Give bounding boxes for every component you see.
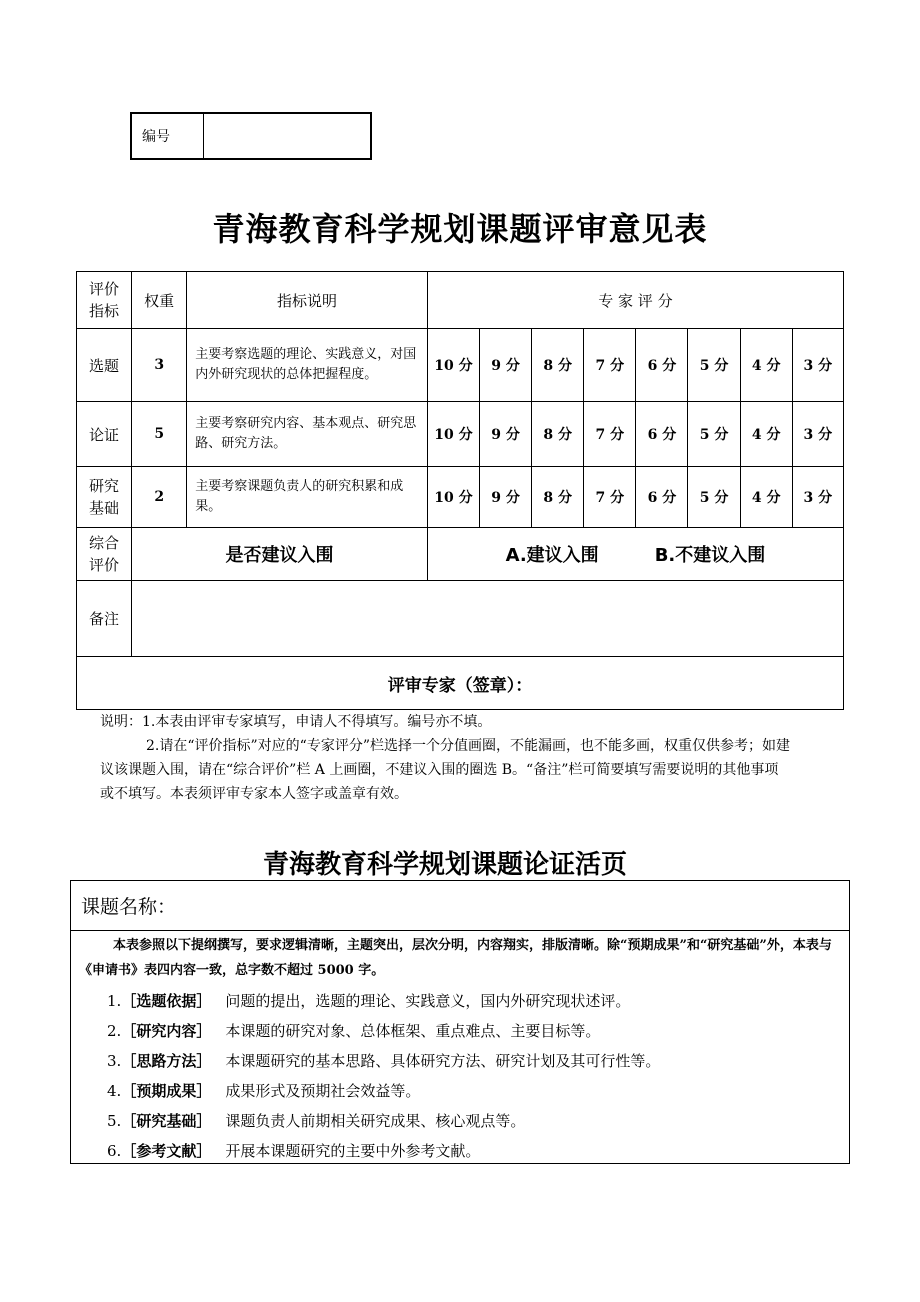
score-option[interactable]: 6 分 — [636, 467, 688, 528]
score-option[interactable]: 5 分 — [688, 467, 740, 528]
overall-options — [427, 528, 843, 581]
item-number: 2. — [107, 1022, 122, 1040]
score-option[interactable]: 4 分 — [740, 467, 792, 528]
item-heading: ［选题依据］ — [121, 992, 212, 1010]
list-item — [107, 986, 849, 1016]
item-text: 开展本课题研究的主要中外参考文献。 — [225, 1142, 481, 1160]
item-heading: ［预期成果］ — [121, 1082, 212, 1100]
argument-form-title: 青海教育科学规划课题论证活页 — [262, 850, 627, 880]
instructions — [100, 710, 790, 806]
item-number: 5. — [107, 1112, 122, 1130]
intro-text: 本表参照以下提纲撰写，要求逻辑清晰，主题突出，层次分明，内容翔实，排版清晰。除“预期成果”和“研究基础”外，本表与《申请书》表四内容一致，总字数不超过 5000 字。 — [79, 938, 832, 978]
item-heading: ［思路方法］ — [121, 1052, 212, 1070]
row-description: 主要考察研究内容、基本观点、研究思路、研究方法。 — [187, 402, 428, 467]
list-item — [107, 1076, 849, 1106]
header-weight: 权重 — [132, 272, 187, 329]
score-option[interactable]: 9 分 — [479, 329, 531, 402]
score-option[interactable]: 8 分 — [532, 402, 584, 467]
row-weight: 3 — [132, 329, 187, 402]
overall-question: 是否建议入围 — [132, 528, 428, 581]
remarks-field[interactable] — [132, 581, 844, 657]
row-description: 主要考察课题负责人的研究积累和成果。 — [187, 467, 428, 528]
score-option[interactable]: 7 分 — [584, 402, 636, 467]
score-option[interactable]: 7 分 — [584, 467, 636, 528]
topic-name-label: 课题名称： — [81, 896, 177, 918]
list-item — [107, 1016, 849, 1046]
item-text: 本课题研究的基本思路、具体研究方法、研究计划及其可行性等。 — [225, 1052, 661, 1070]
topic-name-field[interactable] — [71, 881, 849, 931]
instruction-line-2: 2.请在“评价指标”对应的“专家评分”栏选择一个分值画圈，不能漏画，也不能多画，权重仅供参考；如建议该课题入围，请在“综合评价”栏 A 上画圈，不建议入围的圈选 B。“备注”栏可简要填写需要说明的其他事项或不填写。本表须评审专家本人签字或盖章有效。 — [100, 738, 790, 802]
item-text: 问题的提出，选题的理论、实践意义，国内外研究现状述评。 — [225, 992, 631, 1010]
score-option[interactable]: 9 分 — [479, 402, 531, 467]
item-text: 课题负责人前期相关研究成果、核心观点等。 — [225, 1112, 526, 1130]
page-title: 青海教育科学规划课题评审意见表 — [212, 210, 708, 248]
overall-evaluation-row — [77, 528, 844, 581]
table-header-row — [77, 272, 844, 329]
table-row — [77, 467, 844, 528]
code-number-field[interactable] — [204, 114, 370, 158]
score-option[interactable]: 8 分 — [532, 467, 584, 528]
instruction-line-1: 说明：1.本表由评审专家填写，申请人不得填写。编号亦不填。 — [100, 714, 492, 730]
code-number-label: 编号 — [132, 114, 204, 158]
score-option[interactable]: 3 分 — [792, 329, 843, 402]
item-text: 成果形式及预期社会效益等。 — [225, 1082, 421, 1100]
score-option[interactable]: 3 分 — [792, 402, 843, 467]
score-option[interactable]: 5 分 — [688, 329, 740, 402]
item-number: 3. — [107, 1052, 122, 1070]
list-item — [107, 1046, 849, 1076]
row-indicator: 论证 — [77, 402, 132, 467]
option-a-recommend[interactable]: A.建议入围 — [505, 545, 599, 566]
list-item — [107, 1136, 849, 1166]
row-weight: 5 — [132, 402, 187, 467]
score-option[interactable]: 7 分 — [584, 329, 636, 402]
row-indicator: 选题 — [77, 329, 132, 402]
score-option[interactable]: 10 分 — [427, 329, 479, 402]
overall-label: 综合 评价 — [77, 528, 132, 581]
row-description: 主要考察选题的理论、实践意义，对国内外研究现状的总体把握程度。 — [187, 329, 428, 402]
row-indicator: 研究 基础 — [77, 467, 132, 528]
outline-list — [71, 986, 849, 1166]
option-b-not-recommend[interactable]: B.不建议入围 — [654, 545, 766, 566]
score-option[interactable]: 10 分 — [427, 402, 479, 467]
remarks-row — [77, 581, 844, 657]
header-description: 指标说明 — [187, 272, 428, 329]
score-option[interactable]: 8 分 — [532, 329, 584, 402]
score-option[interactable]: 3 分 — [792, 467, 843, 528]
item-number: 6. — [107, 1142, 122, 1160]
score-option[interactable]: 6 分 — [636, 329, 688, 402]
argument-form — [70, 880, 850, 1164]
item-text: 本课题的研究对象、总体框架、重点难点、主要目标等。 — [225, 1022, 601, 1040]
score-option[interactable]: 10 分 — [427, 467, 479, 528]
table-row — [77, 329, 844, 402]
score-option[interactable]: 4 分 — [740, 402, 792, 467]
score-option[interactable]: 4 分 — [740, 329, 792, 402]
remarks-label: 备注 — [77, 581, 132, 657]
header-expert-score: 专 家 评 分 — [427, 272, 843, 329]
review-table — [76, 271, 844, 710]
item-number: 4. — [107, 1082, 122, 1100]
item-heading: ［研究基础］ — [121, 1112, 212, 1130]
score-option[interactable]: 5 分 — [688, 402, 740, 467]
table-row — [77, 402, 844, 467]
signature-label[interactable]: 评审专家（签章）： — [77, 657, 844, 710]
argument-form-intro — [71, 931, 849, 983]
score-option[interactable]: 9 分 — [479, 467, 531, 528]
signature-row — [77, 657, 844, 710]
row-weight: 2 — [132, 467, 187, 528]
item-heading: ［研究内容］ — [121, 1022, 212, 1040]
item-number: 1. — [107, 992, 122, 1010]
header-indicator: 评价 指标 — [77, 272, 132, 329]
item-heading: ［参考文献］ — [121, 1142, 212, 1160]
code-number-box — [130, 112, 372, 160]
list-item — [107, 1106, 849, 1136]
score-option[interactable]: 6 分 — [636, 402, 688, 467]
